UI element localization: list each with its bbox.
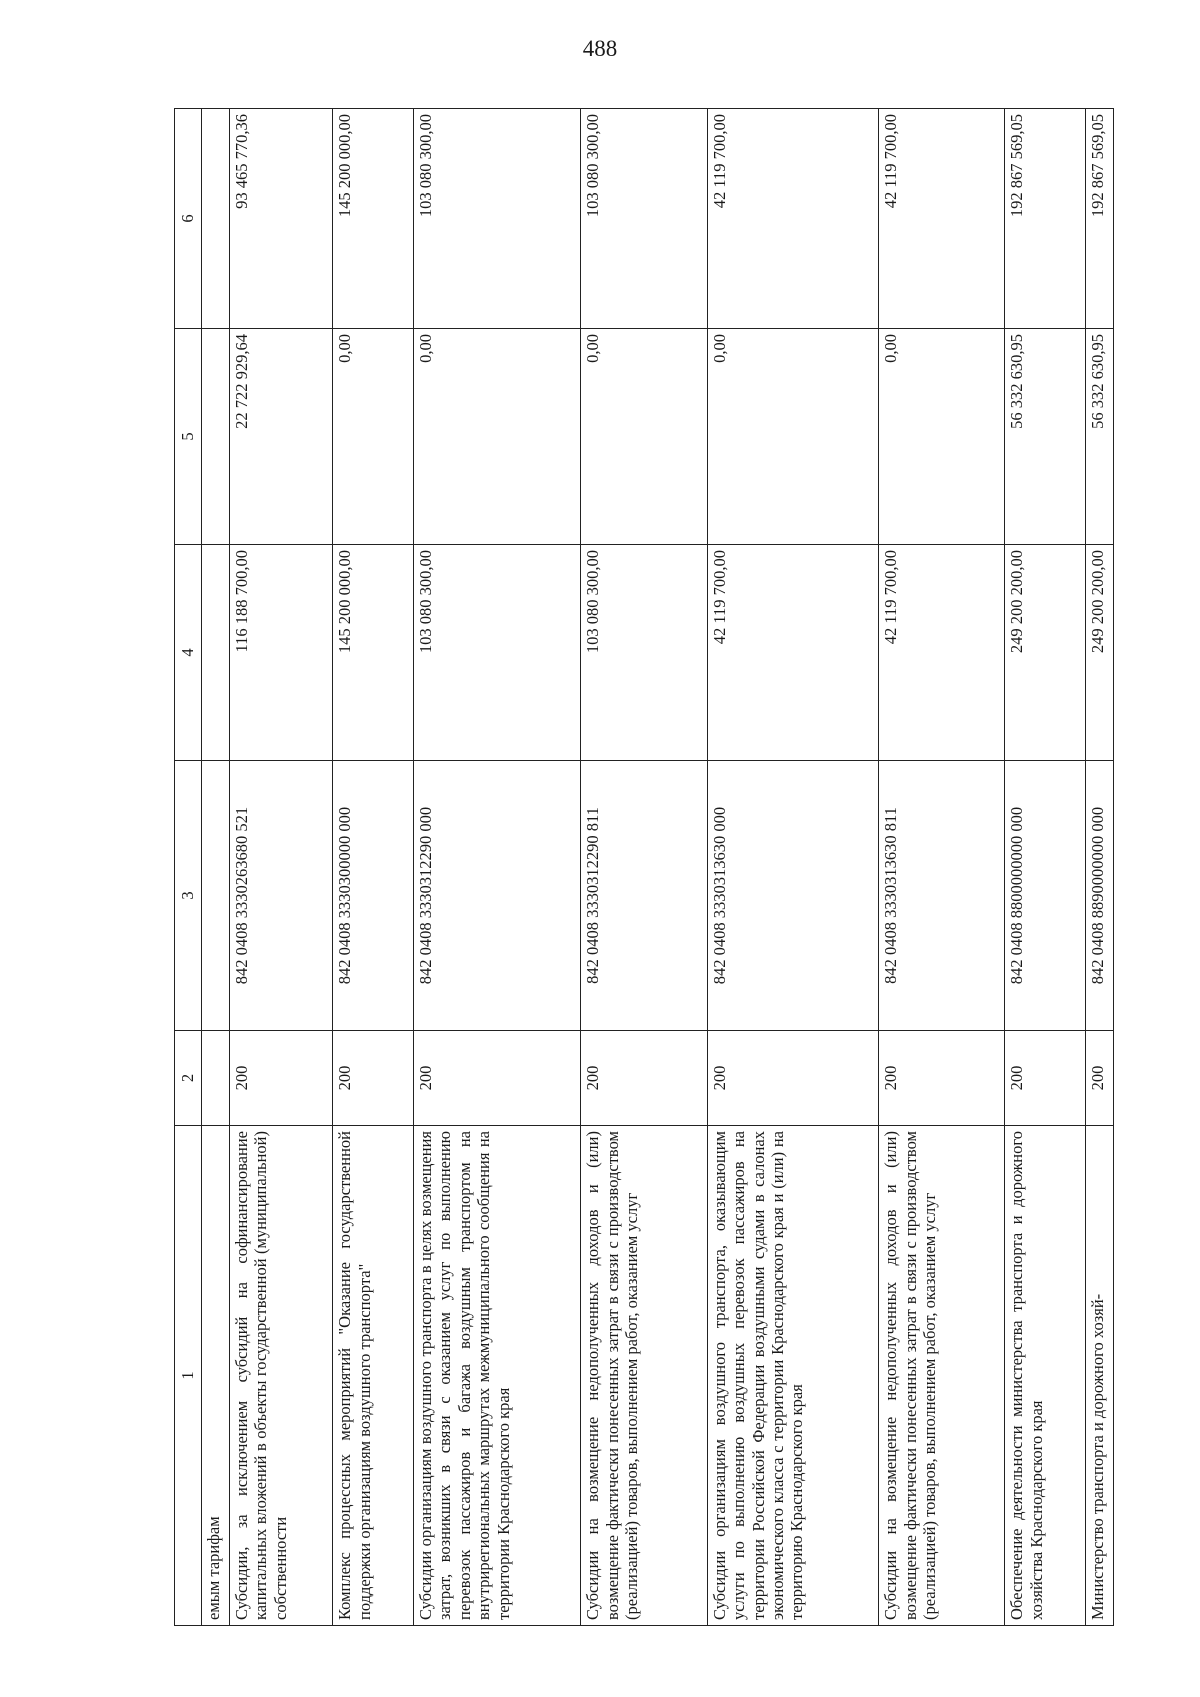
row-description: Субсидии организациям воздушного транспорта в целях возмещения затрат, возникших в связи с оказанием услуг по выполнению перевозок пассажиров и багажа воздушным транспортом на внутрирегиональных маршрутах межмуниципального сообщения на территории Краснодарского края — [413, 1126, 581, 1626]
table-header-row — [175, 109, 202, 1626]
row-description: Субсидии на возмещение недополученных доходов и (или) возмещение фактически понесенных затрат в связи с производством (реализацией) товаров, выполнением работ, оказанием услуг — [879, 1126, 1005, 1626]
row-code: 200 — [413, 1031, 581, 1126]
row-amount-remaining — [202, 109, 230, 329]
row-amount-plan: 42 119 700,00 — [707, 545, 879, 761]
row-amount-plan: 145 200 000,00 — [333, 545, 414, 761]
table-row — [1086, 109, 1114, 1626]
table-row — [229, 109, 332, 1626]
table-row — [413, 109, 581, 1626]
table-row — [707, 109, 879, 1626]
row-amount-plan: 249 200 200,00 — [1086, 545, 1114, 761]
row-kbk — [202, 761, 230, 1031]
row-amount-plan: 42 119 700,00 — [879, 545, 1005, 761]
row-kbk: 842 0408 3330313630 000 — [707, 761, 879, 1031]
row-code: 200 — [1005, 1031, 1086, 1126]
row-amount-plan — [202, 545, 230, 761]
budget-table-rotated — [174, 109, 1114, 1626]
column-header: 2 — [175, 1031, 202, 1126]
row-amount-remaining: 103 080 300,00 — [581, 109, 707, 329]
budget-table — [174, 108, 1114, 1626]
row-kbk: 842 0408 3330312290 811 — [581, 761, 707, 1031]
row-description: Субсидии на возмещение недополученных доходов и (или) возмещение фактически понесенных затрат в связи с производством (реализацией) товаров, выполнением работ, оказанием услуг — [581, 1126, 707, 1626]
row-amount-remaining: 103 080 300,00 — [413, 109, 581, 329]
row-amount-executed — [202, 329, 230, 545]
row-description: Комплекс процессных мероприятий "Оказание государственной поддержки организациям воздушного транспорта" — [333, 1126, 414, 1626]
row-amount-remaining: 93 465 770,36 — [229, 109, 332, 329]
row-description: емым тарифам — [202, 1126, 230, 1626]
row-amount-executed: 0,00 — [413, 329, 581, 545]
row-amount-plan: 116 188 700,00 — [229, 545, 332, 761]
row-amount-remaining: 192 867 569,05 — [1086, 109, 1114, 329]
row-amount-executed: 56 332 630,95 — [1086, 329, 1114, 545]
row-amount-executed: 22 722 929,64 — [229, 329, 332, 545]
row-kbk: 842 0408 3330300000 000 — [333, 761, 414, 1031]
row-amount-remaining: 145 200 000,00 — [333, 109, 414, 329]
row-amount-executed: 0,00 — [707, 329, 879, 545]
column-header: 1 — [175, 1126, 202, 1626]
row-amount-executed: 56 332 630,95 — [1005, 329, 1086, 545]
column-header: 6 — [175, 109, 202, 329]
column-header: 3 — [175, 761, 202, 1031]
row-code: 200 — [879, 1031, 1005, 1126]
row-code: 200 — [1086, 1031, 1114, 1126]
table-row — [879, 109, 1005, 1626]
row-code: 200 — [707, 1031, 879, 1126]
row-description: Обеспечение деятельности министерства транспорта и дорожного хозяйства Краснодарского края — [1005, 1126, 1086, 1626]
row-amount-remaining: 42 119 700,00 — [879, 109, 1005, 329]
row-code — [202, 1031, 230, 1126]
row-kbk: 842 0408 8800000000 000 — [1005, 761, 1086, 1031]
row-kbk: 842 0408 8890000000 000 — [1086, 761, 1114, 1031]
row-amount-remaining: 192 867 569,05 — [1005, 109, 1086, 329]
row-amount-plan: 249 200 200,00 — [1005, 545, 1086, 761]
column-header: 4 — [175, 545, 202, 761]
row-kbk: 842 0408 3330312290 000 — [413, 761, 581, 1031]
row-kbk: 842 0408 3330263680 521 — [229, 761, 332, 1031]
row-description: Субсидии, за исключением субсидий на софинансирование капитальных вложений в объекты государственной (муниципальной) собственности — [229, 1126, 332, 1626]
table-row — [581, 109, 707, 1626]
row-amount-plan: 103 080 300,00 — [581, 545, 707, 761]
row-amount-executed: 0,00 — [333, 329, 414, 545]
row-description: Субсидии организациям воздушного транспорта, оказывающим услуги по выполнению воздушных перевозок пассажиров на территории Российской Федерации воздушными судами в салонах экономического класса с территории Краснодарского края и (или) на территорию Краснодарского края — [707, 1126, 879, 1626]
row-kbk: 842 0408 3330313630 811 — [879, 761, 1005, 1031]
row-code: 200 — [229, 1031, 332, 1126]
table-row — [1005, 109, 1086, 1626]
page-number: 488 — [582, 36, 618, 61]
column-header: 5 — [175, 329, 202, 545]
table-row — [333, 109, 414, 1626]
row-code: 200 — [581, 1031, 707, 1126]
row-amount-executed: 0,00 — [879, 329, 1005, 545]
row-description: Министерство транспорта и дорожного хозяй- — [1086, 1126, 1114, 1626]
row-amount-plan: 103 080 300,00 — [413, 545, 581, 761]
row-amount-remaining: 42 119 700,00 — [707, 109, 879, 329]
row-amount-executed: 0,00 — [581, 329, 707, 545]
table-row — [202, 109, 230, 1626]
row-code: 200 — [333, 1031, 414, 1126]
